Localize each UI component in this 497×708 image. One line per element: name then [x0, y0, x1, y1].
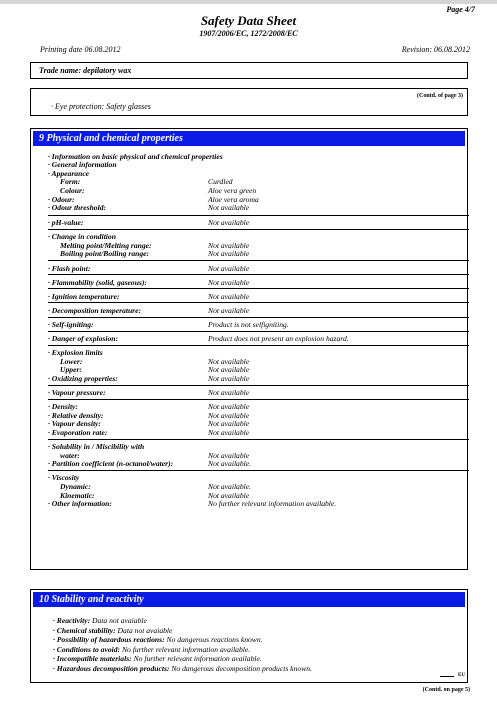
property-value: Not available.	[208, 481, 252, 491]
property-label: water:	[60, 450, 80, 460]
property-value: Product is not selfigniting.	[208, 320, 289, 329]
property-group	[48, 229, 469, 261]
property-group	[48, 215, 469, 230]
stability-label: · Possibility of hazardous reactions:	[53, 635, 165, 644]
property-label: Dynamic:	[60, 481, 91, 491]
property-label: · Appearance	[48, 168, 90, 178]
property-value: Not available	[208, 410, 250, 420]
footer-rule	[440, 676, 454, 677]
stability-line	[53, 654, 262, 663]
property-value: Not available	[208, 490, 250, 500]
stability-text: Data not avaiable	[115, 625, 173, 635]
stability-label: · Chemical stability:	[53, 625, 116, 635]
stability-label: · Hazardous decomposition products:	[53, 663, 170, 673]
property-value: Not available	[208, 218, 250, 228]
property-value: No further relevant information available.	[208, 499, 337, 509]
property-value: Not available	[208, 373, 250, 383]
eye-protection-box	[30, 88, 468, 116]
property-value: Not available	[208, 305, 250, 315]
property-label: · Evaporation rate:	[48, 427, 108, 437]
property-group	[48, 385, 469, 400]
property-label: Boiling point/Boiling range:	[60, 249, 150, 259]
property-group	[48, 260, 469, 275]
property-label: · Vapour density:	[48, 419, 101, 429]
property-value: Not available	[208, 402, 250, 412]
eye-protection-text: · Eye protection: Safety glasses	[51, 102, 151, 111]
property-label: · General information	[48, 160, 117, 170]
property-value: Not available	[208, 263, 250, 273]
property-value: Not available	[208, 427, 250, 437]
property-label: · Odour threshold:	[48, 203, 107, 213]
property-label: · Self-igniting:	[48, 320, 94, 329]
property-label: Upper:	[60, 365, 82, 375]
property-value: Not available.	[208, 459, 252, 469]
property-label: Kinematic:	[60, 490, 95, 500]
property-value: Aloe vera aroma	[208, 194, 259, 204]
stability-label: · Reactivity:	[53, 616, 91, 625]
property-label: · Relative density:	[48, 410, 104, 420]
property-group	[48, 399, 469, 440]
property-value: Not available	[208, 203, 250, 213]
stability-line	[53, 626, 172, 635]
trade-name-box	[30, 62, 468, 79]
stability-label: · Conditions to avoid:	[53, 644, 121, 654]
property-label: · Danger of explosion:	[48, 334, 119, 344]
page-number: Page 4/7	[446, 5, 475, 14]
section-10	[30, 589, 468, 683]
revision-date: Revision: 06.08.2012	[401, 45, 470, 54]
top-bar	[0, 0, 497, 4]
property-label: · Oxidizing properties:	[48, 373, 118, 383]
property-value: Not available	[208, 419, 250, 429]
region-label: EU	[458, 673, 465, 678]
contd-from-label: (Contd. of page 3)	[417, 93, 463, 99]
property-value: Not available	[208, 291, 250, 301]
property-value: Not available	[208, 365, 250, 375]
property-value: Product does not present an explosion hazard.	[208, 334, 349, 344]
property-label: Melting point/Melting range:	[60, 240, 152, 250]
document-subtitle: 1907/2006/EC, 1272/2008/EC	[199, 29, 298, 38]
property-value: Not available	[208, 450, 250, 460]
property-group	[48, 274, 469, 289]
property-label: Form:	[60, 177, 81, 187]
property-value: Not available	[208, 356, 250, 366]
property-value: Not available	[208, 388, 250, 398]
property-value: Not available	[208, 240, 250, 250]
property-label: · Other information:	[48, 499, 112, 509]
property-group	[48, 331, 469, 346]
property-group	[48, 317, 469, 332]
property-label: · pH-value:	[48, 218, 84, 228]
property-value: Not available	[208, 277, 250, 287]
property-label: · Information on basic physical and chemical properties	[48, 151, 223, 161]
stability-line	[53, 664, 312, 673]
stability-text: No dangerous reactions known.	[164, 635, 263, 644]
section-9	[30, 128, 468, 570]
property-group	[48, 439, 469, 471]
property-label: · Decomposition temperature:	[48, 305, 142, 315]
stability-line	[53, 635, 263, 644]
trade-name: Trade name: depilatory wax	[39, 66, 132, 75]
property-label: Lower:	[60, 356, 83, 366]
property-label: · Odour:	[48, 194, 75, 204]
printing-date: Printing date 06.08.2012	[40, 45, 121, 54]
property-value: Not available	[208, 249, 250, 259]
property-group	[48, 345, 469, 386]
property-label: · Viscosity	[48, 473, 80, 483]
property-label: · Change in condition	[48, 232, 116, 242]
property-group	[48, 149, 469, 215]
stability-text: Data not avaiable	[90, 616, 147, 625]
property-group	[48, 470, 469, 511]
property-value: Aloe vera green	[208, 185, 257, 195]
stability-line	[53, 616, 147, 625]
property-label: · Vapour pressure:	[48, 388, 106, 398]
property-label: Colour:	[60, 185, 85, 195]
stability-text: No further relevant information available.	[131, 654, 262, 663]
property-group	[48, 288, 469, 303]
property-label: · Partition coefficient (n-octanol/water):	[48, 459, 174, 469]
section-10-heading: 10 Stability and reactivity	[33, 592, 465, 607]
property-label: · Ignition temperature:	[48, 291, 120, 301]
property-label: · Flammability (solid, gaseous):	[48, 277, 147, 287]
property-value: Curdled	[208, 177, 233, 187]
section-9-heading: 9 Physical and chemical properties	[33, 131, 465, 146]
stability-line	[53, 645, 250, 654]
contd-on-label: (Contd. on page 5)	[422, 687, 470, 693]
stability-label: · Incompatible materials:	[53, 654, 132, 663]
stability-text: No dangerous decomposition products known.	[169, 663, 312, 673]
stability-text: No further relevant information available.	[120, 644, 251, 654]
property-label: · Solubility in / Miscibility with	[48, 442, 145, 452]
document-title: Safety Data Sheet	[200, 13, 297, 28]
property-label: · Flash point:	[48, 263, 91, 273]
property-label: · Density:	[48, 402, 78, 412]
property-group	[48, 302, 469, 317]
property-label: · Explosion limits	[48, 348, 103, 358]
